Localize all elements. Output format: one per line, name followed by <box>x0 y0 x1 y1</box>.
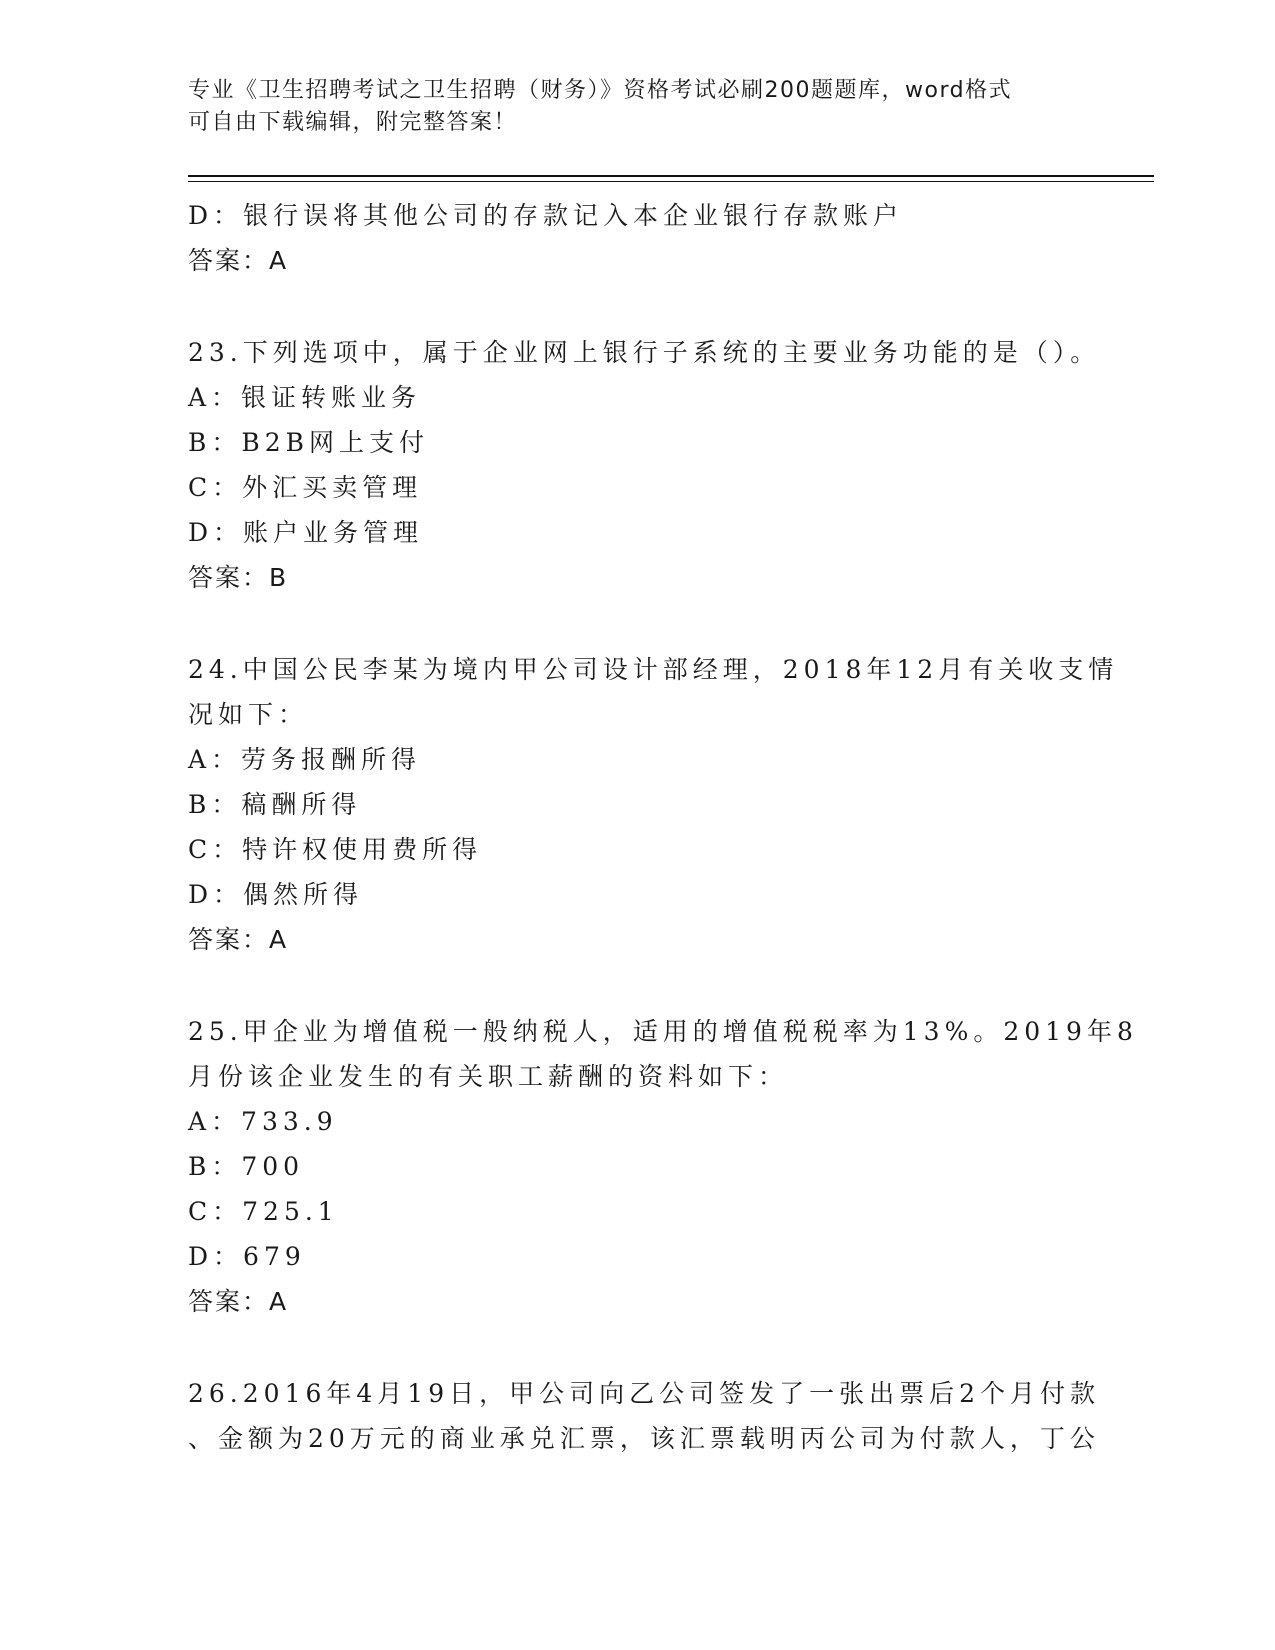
question-text: 24.中国公民李某为境内甲公司设计部经理，2018年12月有关收支情 <box>188 655 1119 684</box>
question-text: 23.下列选项中，属于企业网上银行子系统的主要业务功能的是（）。 <box>188 338 1101 367</box>
header-rule-thick <box>188 175 1154 177</box>
option-d: D：账户业务管理 <box>188 518 424 547</box>
prev-question-tail <box>188 193 1088 283</box>
answer: 答案：B <box>188 563 289 592</box>
question-text: 25.甲企业为增值税一般纳税人，适用的增值税税率为13%。2019年8 <box>188 1017 1138 1046</box>
option-b: B：700 <box>188 1152 305 1181</box>
question-24 <box>188 647 1119 962</box>
document-header <box>188 75 1068 139</box>
option-a: A：劳务报酬所得 <box>188 745 422 774</box>
option-d: D：679 <box>188 1242 306 1271</box>
question-26 <box>188 1371 1101 1461</box>
option-b: B：稿酬所得 <box>188 790 362 819</box>
question-25 <box>188 1009 1138 1324</box>
question-23 <box>188 330 1101 600</box>
option-a: A：733.9 <box>188 1107 338 1136</box>
option-c: C：725.1 <box>188 1197 339 1226</box>
question-text-cont: 、金额为20万元的商业承兑汇票，该汇票载明丙公司为付款人，丁公 <box>188 1424 1100 1453</box>
question-text-cont: 况如下： <box>188 700 309 729</box>
option-c: C：特许权使用费所得 <box>188 835 483 864</box>
option-c: C：外汇买卖管理 <box>188 473 423 502</box>
option-b: B：B2B网上支付 <box>188 428 430 457</box>
header-line-2: 可自由下载编辑，附完整答案！ <box>188 110 518 135</box>
option-d: D：银行误将其他公司的存款记入本企业银行存款账户 <box>188 201 904 230</box>
question-text: 26.2016年4月19日，甲公司向乙公司签发了一张出票后2个月付款 <box>188 1379 1101 1408</box>
question-text-cont: 月份该企业发生的有关职工薪酬的资料如下： <box>188 1062 789 1091</box>
header-line-1: 专业《卫生招聘考试之卫生招聘（财务）》资格考试必刷200题题库，word格式 <box>188 78 1013 103</box>
answer: 答案：A <box>188 246 289 275</box>
header-rule-thin <box>188 181 1154 182</box>
answer: 答案：A <box>188 925 289 954</box>
answer: 答案：A <box>188 1287 289 1316</box>
option-d: D：偶然所得 <box>188 880 364 909</box>
document-body <box>188 193 1138 1461</box>
option-a: A：银证转账业务 <box>188 383 422 412</box>
